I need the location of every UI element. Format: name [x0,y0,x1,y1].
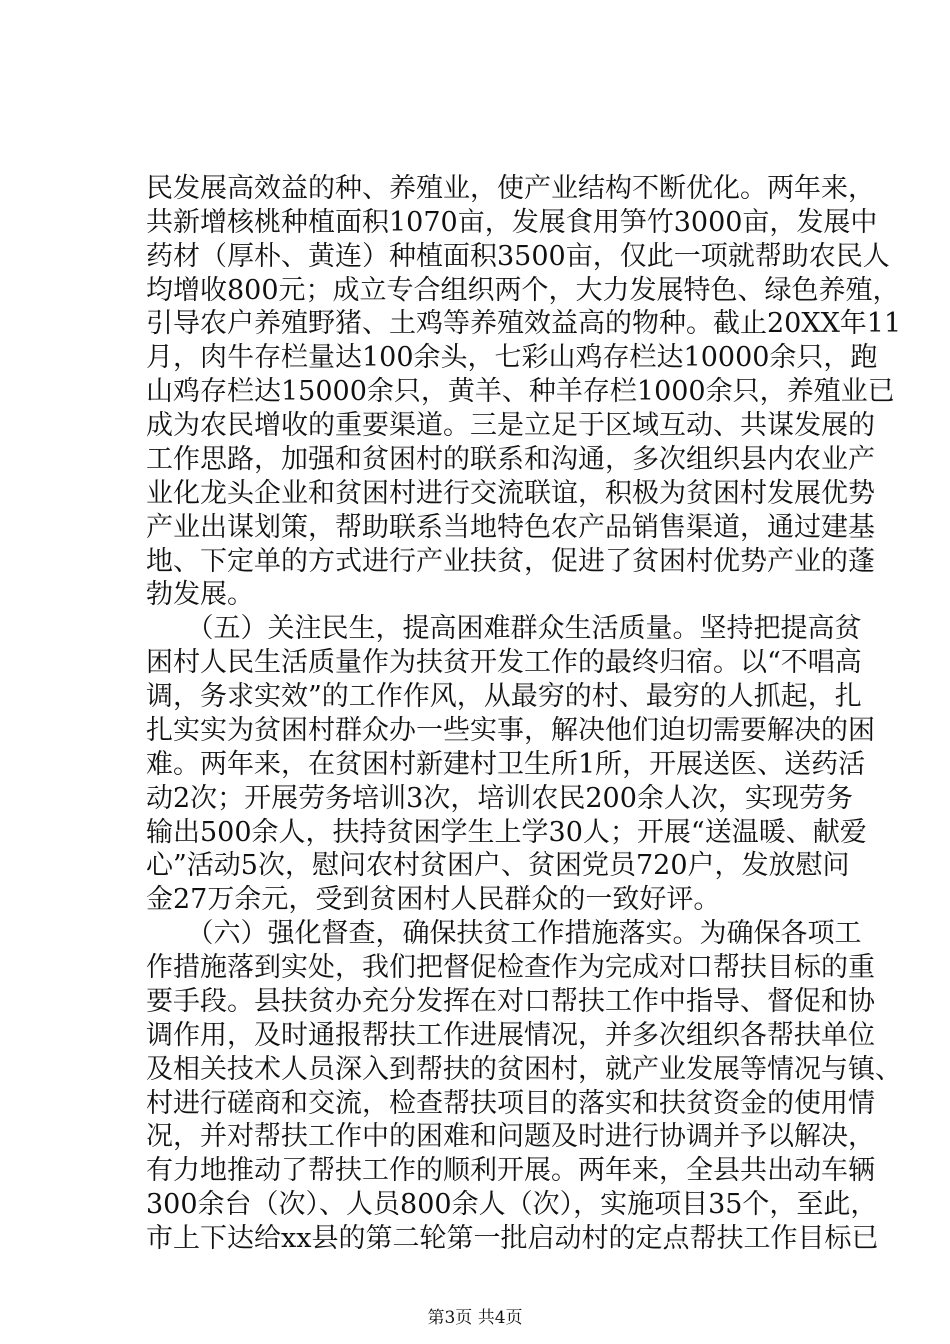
text-line: 共新增核桃种植面积1070亩，发展食用笋竹3000亩，发展中 [146,207,878,238]
text-line: 金27万余元，受到贫困村人民群众的一致好评。 [146,884,721,915]
text-line: 作措施落到实处，我们把督促检查作为完成对口帮扶目标的重 [146,952,875,983]
text-line: （五）关注民生，提高困难群众生活质量。坚持把提高贫 [146,613,862,644]
text-line: （六）强化督查，确保扶贫工作措施落实。为确保各项工 [146,918,862,949]
text-line: 勃发展。 [146,579,254,610]
text-line: 市上下达给xx县的第二轮第一批启动村的定点帮扶工作目标已 [146,1223,879,1254]
text-line: 300余台（次）、人员800余人（次），实施项目35个，至此， [146,1189,878,1220]
text-line: 地、下定单的方式进行产业扶贫，促进了贫困村优势产业的蓬 [146,546,875,577]
text-line: 月，肉牛存栏量达100余头，七彩山鸡存栏达10000余只，跑 [146,342,878,373]
text-line: 村进行磋商和交流，检查帮扶项目的落实和扶贫资金的使用情 [146,1088,875,1119]
text-line: 均增收800元；成立专合组织两个，大力发展特色、绿色养殖， [146,275,900,306]
text-line: 调作用，及时通报帮扶工作进展情况，并多次组织各帮扶单位 [146,1020,875,1051]
text-line: 心”活动5次，慰问农村贫困户、贫困党员720户，发放慰问 [146,850,850,881]
text-line: 药材（厚朴、黄连）种植面积3500亩，仅此一项就帮助农民人 [146,241,890,272]
text-line: 业化龙头企业和贫困村进行交流联谊，积极为贫困村发展优势 [146,478,875,509]
text-line: 成为农民增收的重要渠道。三是立足于区域互动、共谋发展的 [146,410,875,441]
text-line: 产业出谋划策，帮助联系当地特色农产品销售渠道，通过建基 [146,512,875,543]
text-line: 动2次；开展劳务培训3次，培训农民200余人次，实现劳务 [146,783,853,814]
page-number-footer: 第3页 共4页 [427,1308,523,1328]
text-line: 引导农户养殖野猪、土鸡等养殖效益高的物种。截止20XX年11 [146,308,902,339]
text-line: 况，并对帮扶工作中的困难和问题及时进行协调并予以解决， [146,1121,875,1152]
text-line: 有力地推动了帮扶工作的顺利开展。两年来，全县共出动车辆 [146,1155,875,1186]
text-line: 民发展高效益的种、养殖业，使产业结构不断优化。两年来， [146,173,875,204]
text-line: 困村人民生活质量作为扶贫开发工作的最终归宿。以“不唱高 [146,647,862,678]
text-line: 及相关技术人员深入到帮扶的贫困村，就产业发展等情况与镇、 [146,1054,902,1085]
text-line: 工作思路，加强和贫困村的联系和沟通，多次组织县内农业产 [146,444,875,475]
text-line: 扎实实为贫困村群众办一些实事，解决他们迫切需要解决的困 [146,715,875,746]
text-line: 要手段。县扶贫办充分发挥在对口帮扶工作中指导、督促和协 [146,986,875,1017]
text-line: 调，务求实效”的工作作风，从最穷的村、最穷的人抓起，扎 [146,681,862,712]
text-line: 难。两年来，在贫困村新建村卫生所1所，开展送医、送药活 [146,749,866,780]
text-line: 输出500余人，扶持贫困学生上学30人；开展“送温暖、献爱 [146,817,867,848]
text-line: 山鸡存栏达15000余只，黄羊、种羊存栏1000余只，养殖业已 [146,376,895,407]
